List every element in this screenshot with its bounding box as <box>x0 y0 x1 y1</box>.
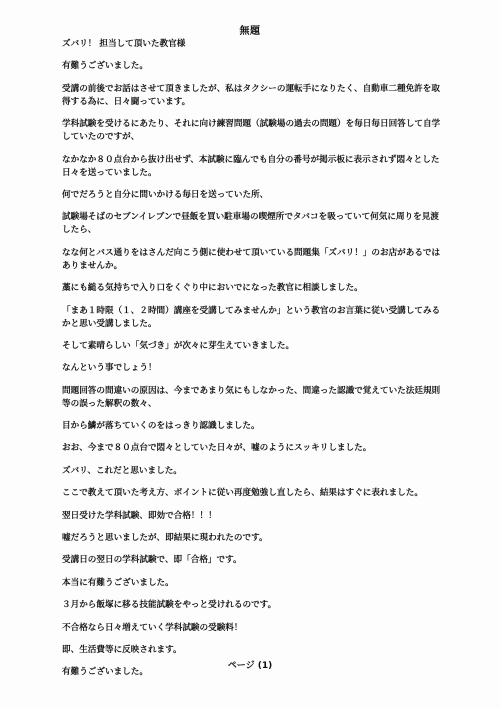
paragraph: 藁にも縋る気持ちで入り口をくぐり中においでになった教官に相談しました。 <box>62 283 363 294</box>
page-number: ページ (1) <box>227 661 273 671</box>
paragraph: ３月から飯塚に移る技能試験をやっと受けれるのです。 <box>62 600 277 611</box>
paragraph: なな何とバス通りをはさんだ向こう側に使わせて頂いている問題集「ズバリ！」のお店があるではありませんか。 <box>62 247 441 271</box>
paragraph: 嘘だろうと思いましたが、即結果に現われたのです。 <box>62 533 268 544</box>
paragraph: 「まあ１時限（１、２時間）講座を受講してみませんか」という教官のお言葉に従い受講してみるかと思い受講しました。 <box>62 305 441 329</box>
paragraph: 即、生活費等に反映されます。 <box>62 644 182 655</box>
paragraph: おお、今まで８０点台で悶々としていた日々が、嘘のようにスッキリしました。 <box>62 443 372 454</box>
paragraph: 学科試験を受けるにあたり、それに向け練習問題（試験場の過去の問題）を毎日毎日回答して自学していたのですが、 <box>62 119 441 143</box>
paragraph: なかなか８０点台から抜け出せず、本試験に臨んでも自分の番号が掲示板に表示されず悶々とした日々を送っていました。 <box>62 154 440 178</box>
document-body <box>62 38 446 689</box>
paragraph-closing: 有難うございました。 <box>62 667 148 678</box>
paragraph: ズバリ、これだと思いました。 <box>62 465 182 476</box>
paragraph: 試験場そばのセブンイレブンで昼飯を買い駐車場の喫煙所でタバコを吸っていて何気に周りを見渡したら、 <box>62 212 439 236</box>
paragraph: 本当に有難うございました。 <box>62 577 174 588</box>
paragraph: 受講日の翌日の学科試験で、即「合格」です。 <box>62 555 242 566</box>
paragraph: 目から鱗が落ちていくのをはっきり認識しました。 <box>62 421 260 432</box>
paragraph: 何でだろうと自分に問いかける毎日を送っていた所、 <box>62 189 269 200</box>
document-title: 無題 <box>239 26 261 37</box>
paragraph: 受講の前後でお話はさせて頂きましたが、私はタクシーの運転手になりたく、自動車二種免許を取得する為に、日々闘っています。 <box>62 83 440 107</box>
paragraph: 不合格なら日々増えていく学科試験の受験料！ <box>62 622 243 633</box>
paragraph: 翌日受けた学科試験、即効で合格！！！ <box>62 510 217 521</box>
paragraph: ここで教えて頂いた考え方、ポイントに従い再度勉強し直したら、結果はすぐに表れました。 <box>62 488 423 499</box>
paragraph-greeting: ズバリ！ 担当して頂いた教官様 <box>62 39 186 49</box>
paragraph: 有難うございました。 <box>62 61 148 72</box>
paragraph: 問題回答の間違いの原因は、今まであまり気にもしなかった、間違った認識で覚えていた法廷規則等の誤った解釈の数々、 <box>62 385 441 409</box>
paragraph: そして素晴らしい「気づき」が次々に芽生えていきました。 <box>62 340 295 351</box>
paragraph: なんという事でしょう！ <box>62 363 157 374</box>
